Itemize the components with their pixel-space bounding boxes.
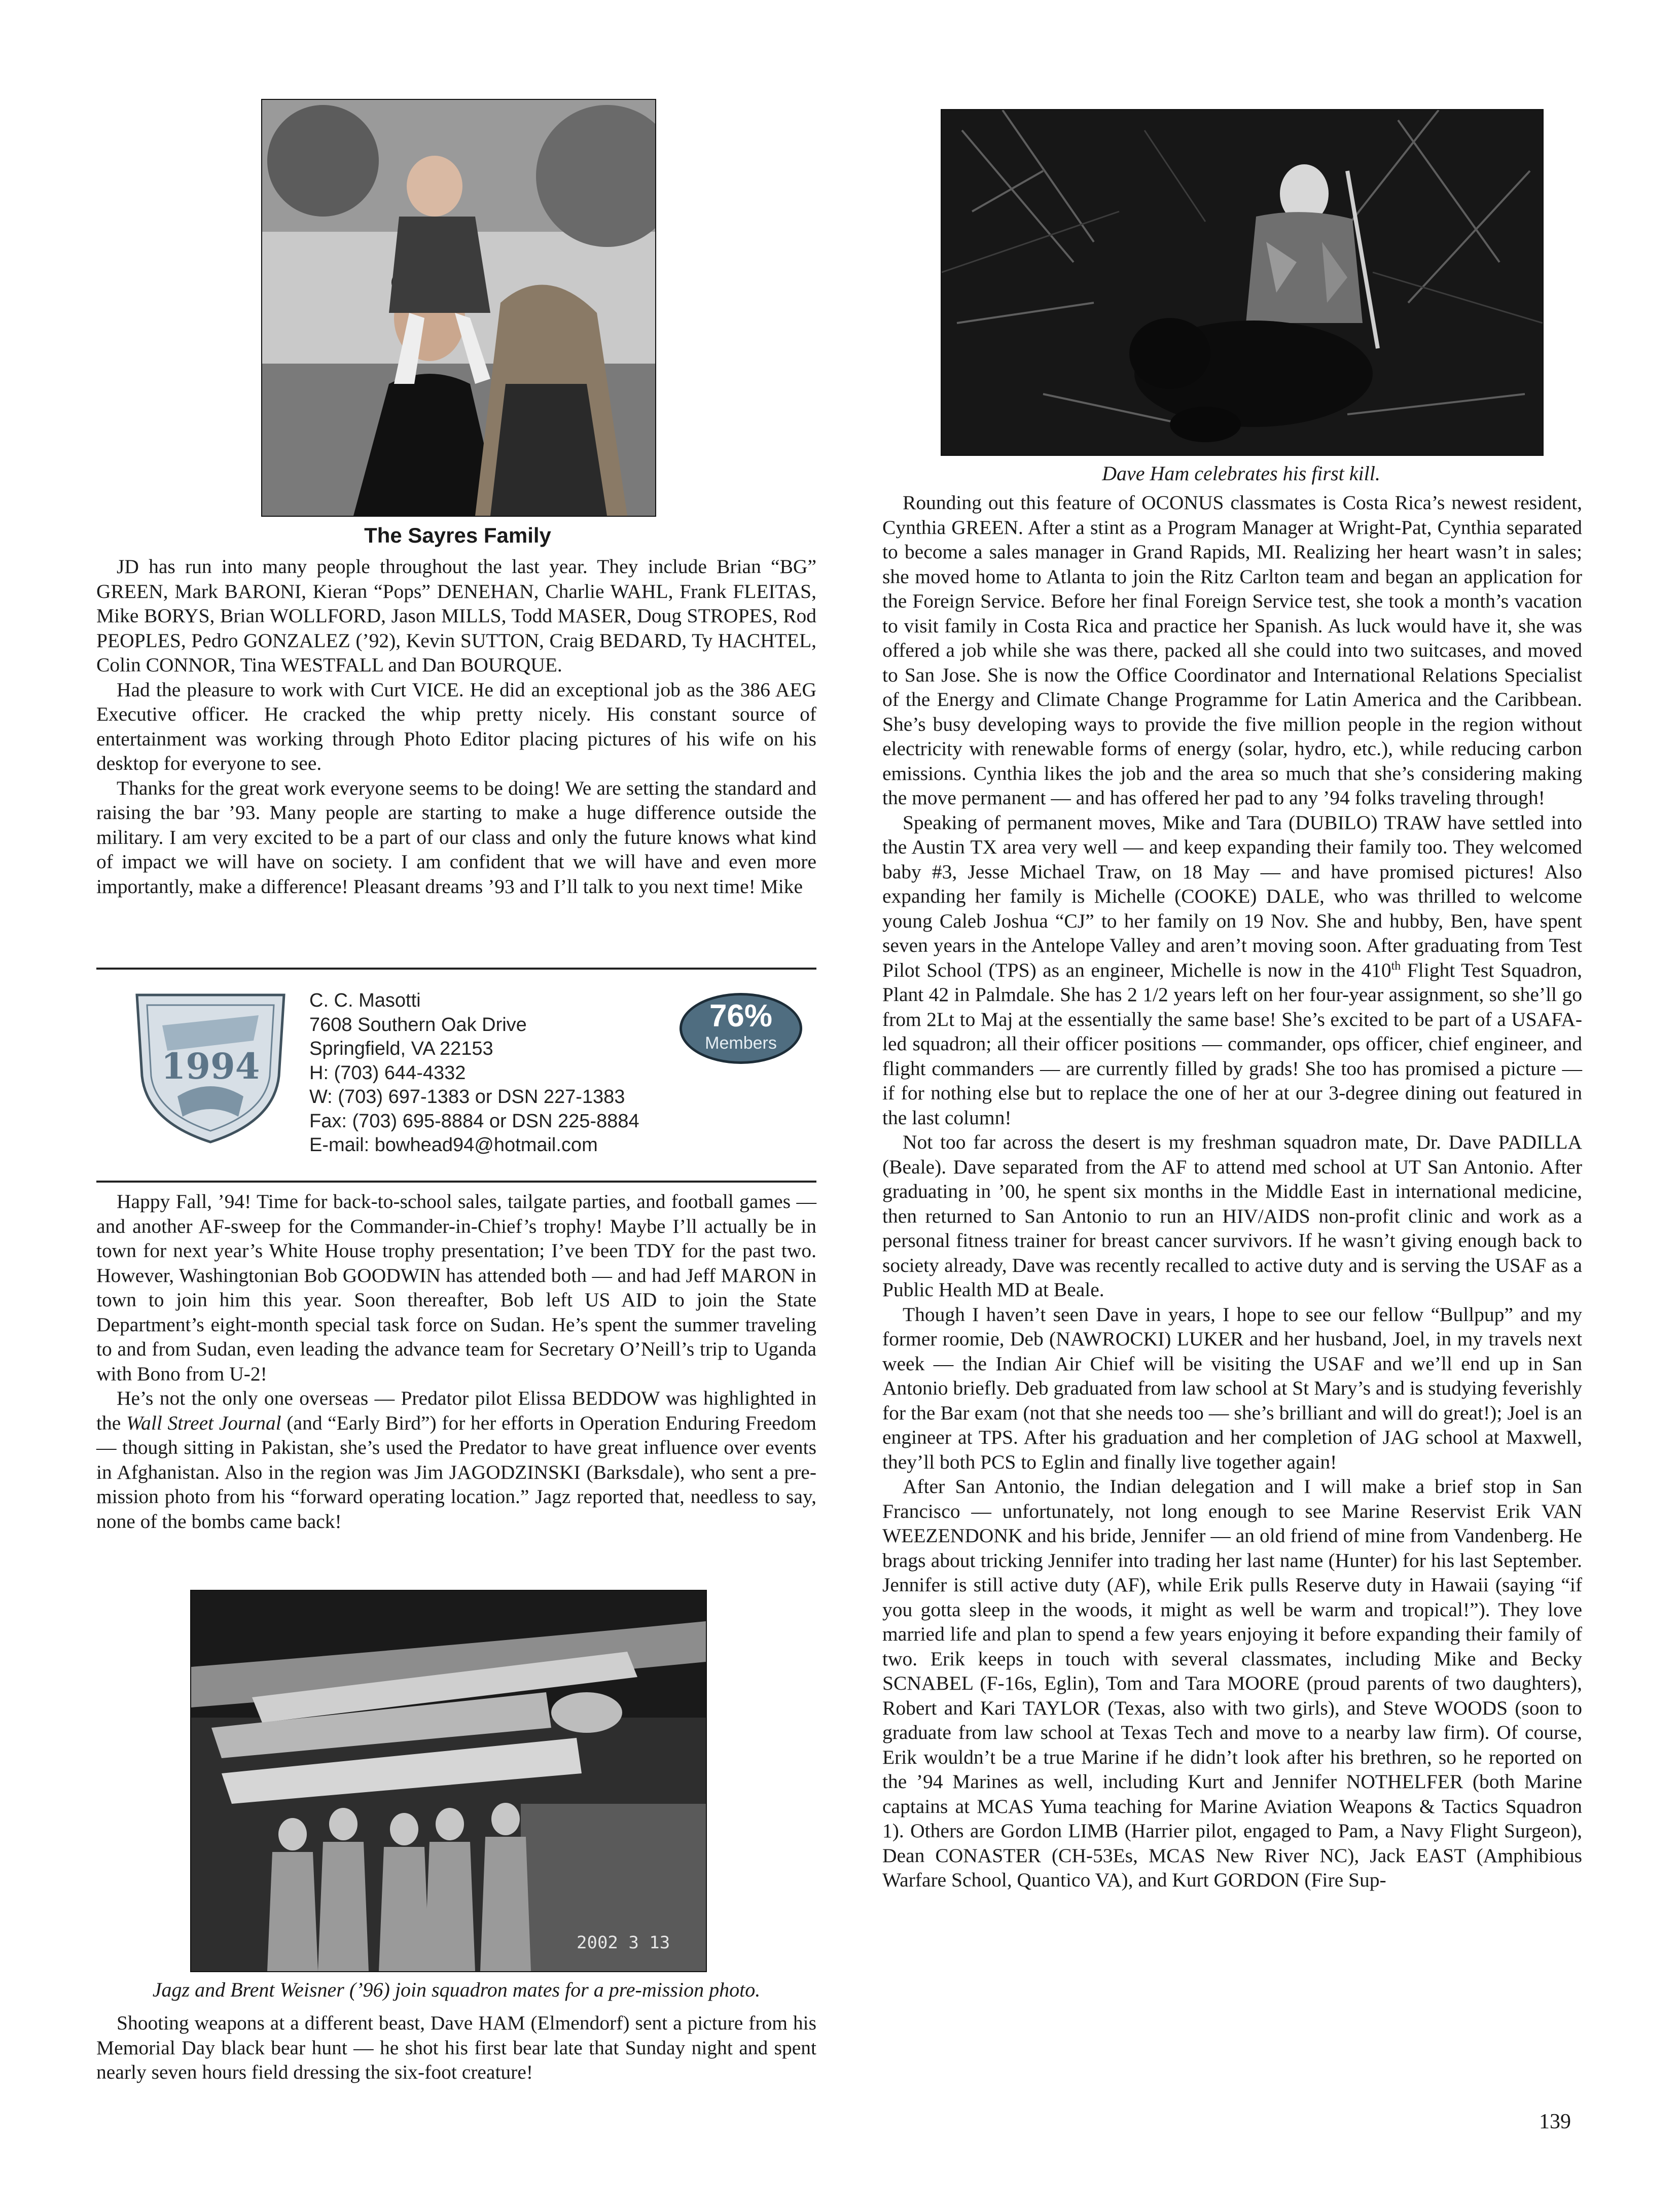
contact-street: 7608 Southern Oak Drive: [309, 1014, 527, 1036]
photo-caption-bear: Dave Ham celebrates his first kill.: [1102, 462, 1380, 485]
contact-email[interactable]: E-mail: bowhead94@hotmail.com: [309, 1134, 598, 1156]
photo-caption-sayres: The Sayres Family: [364, 523, 551, 547]
contact-fax: Fax: (703) 695-8884 or DSN 225-8884: [309, 1110, 639, 1132]
left-column-top: [96, 554, 816, 899]
class-contact-box: [96, 968, 816, 1183]
paragraph: After San Antonio, the Indian delegation and I will make a brief stop in San Francisco — unfortunately, not long enough to see Marine Reservist Erik VAN WEEZENDONK and his bride, Jennifer — an old friend of mine from Vandenberg. He brags about tricking Jennifer into trading her last name (Hunter) for his last September. Jennifer is still active duty (AF), while Erik pulls Reserve duty in Hawaii (saying “if you gotta sleep in the woods, it might as well be warm and tropical!”). They love married life and plan to spend a few years enjoying it before expanding their family of two. Erik keeps in touch with several classmates, including Mike and Becky SCNABEL (F-16s, Eglin), Tom and Tara MOORE (proud parents of two daughters), Robert and Kari TAYLOR (Texas, also with two girls), and Steve WOODS (soon to graduate from law school at Texas Tech and move to a nearby law firm). Of course, Erik wouldn’t be a true Marine if he didn’t look after his brethren, so he reported on the ’94 Marines as well, including Kurt and Jennifer NOTHELFER (both Marine captains at MCAS Yuma teaching for Marine Aviation Weapons & Tactics Squadron 1). Others are Gordon LIMB (Harrier pilot, engaged to Pam, a Navy Flight Surgeon), Dean CONASTER (CH-53Es, MCAS New River NC), Jack EAST (Amphibious Warfare School, Quantico VA), and Kurt GORDON (Fire Sup-: [882, 1475, 1582, 1891]
paragraph: Though I haven’t seen Dave in years, I hope to see our fellow “Bullpup” and my former roomie, Deb (NAWROCKI) LUKER and her husband, Joel, in my travels next week — the Indian Air Chief will be visiting the USAF and we’ll end up in San Antonio briefly. Deb graduated from law school at St Mary’s and is studying feverishly for the Bar exam (not that she needs too — she’s brilliant and will do great!); Joel is an engineer at TPS. After his graduation and her completion of JAG school at Maxwell, they’ll both PCS to Eglin and finally live together again!: [882, 1303, 1582, 1473]
paragraph: Speaking of permanent moves, Mike and Tara (DUBILO) TRAW have settled into the Austin TX area very well — and keep expanding their family too. They welcomed baby #3, Jesse Michael Traw, on 18 May — and have promised pictures! Also expanding her family is Michelle (COOKE) DALE, who was thrilled to welcome young Caleb Joshua “CJ” to her family on 19 Nov. She and hubby, Ben, have spent seven years in the Antelope Valley and aren’t moving soon. After graduating from Test Pilot School (TPS) as an engineer, Michelle is now in the 410th Flight Test Squadron, Plant 42 in Palmdale. She has 2 1/2 years left on her four-year assignment, so she’ll go from 2Lt to Maj at the essentially the same base! She’s excited to be part of a USAFA-led squadron; all their officer positions — commander, ops officer, chief engineer, and flight commanders — are currently filled by grads! She too has promised a picture — if for nothing else but to replace the one of her at our 3-degree dining out featured in the last column!: [882, 811, 1582, 1129]
left-column-bottom: [96, 2011, 816, 2085]
squadron-image: [191, 1591, 706, 1971]
pre-mission-photo: [190, 1590, 707, 1972]
paragraph: Thanks for the great work everyone seems to be doing! We are setting the standard and raising the bar ’93. Many people are starting to make a huge difference outside the military. I am very excited to be a part of our class and only the future knows what kind of impact we will have on society. I am confident that we will have and even more importantly, make a difference! Pleasant dreams ’93 and I’ll talk to you next time! Mike: [96, 776, 816, 898]
photo-caption-squadron: Jagz and Brent Weisner (’96) join squadron mates for a pre-mission photo.: [152, 1978, 761, 2001]
paragraph: Rounding out this feature of OCONUS classmates is Costa Rica’s newest resident, Cynthia GREEN. After a stint as a Program Manager at Wright-Pat, Cynthia separated to become a sales manager in Grand Rapids, MI. Realizing her heart wasn’t in sales; she moved home to Atlanta to join the Ritz Carlton team and began an application for the Foreign Service. Before her final Foreign Service test, she took a month’s vacation to visit family in Costa Rica and practice her Spanish. As luck would have it, she was offered a job while she was there, packed all she could into two suitcases, and moved to San Jose. She is now the Office Coordinator and International Relations Specialist of the Energy and Climate Change Programme for Latin America and the Caribbean. She’s busy developing ways to provide the five million people in the region without electricity with renewable forms of energy (solar, hydro, etc.), while reducing carbon emissions. Cynthia likes the job and the area so much that she’s considering making the move permanent — and has offered her pad to any ’94 folks traveling through!: [882, 491, 1582, 809]
sayres-family-photo: [261, 99, 656, 517]
membership-label: Members: [705, 1033, 777, 1053]
crest-year: 1994: [161, 1045, 260, 1087]
paragraph: Shooting weapons at a different beast, Dave HAM (Elmendorf) sent a picture from his Memorial Day black bear hunt — he shot his first bear late that Sunday night and spent nearly seven hours field dressing the six-foot creature!: [96, 2012, 816, 2083]
paragraph: Happy Fall, ’94! Time for back-to-school sales, tailgate parties, and football games — and another AF-sweep for the Commander-in-Chief’s trophy! Maybe I’ll actually be in town for next year’s White House trophy presentation; I’ve been TDY for the past two. However, Washingtonian Bob GOODWIN has attended both — and had Jeff MARON in town to join him this year. Soon thereafter, Bob left US AID to join the State Department’s eight-month special task force on Sudan. He’s spent the summer traveling to and from Sudan, even leading the advance team for Secretary O’Neill’s trip to Uganda with Bono from U-2!: [96, 1190, 816, 1385]
membership-badge: [680, 993, 802, 1064]
class-crest-icon: [127, 980, 294, 1147]
paragraph: Had the pleasure to work with Curt VICE. He did an exceptional job as the 386 AEG Executive officer. He cracked the whip pretty nicely. His constant source of entertainment was working through Photo Editor placing pictures of his wife on his desktop for everyone to see.: [96, 678, 816, 774]
photo-date-stamp: 2002 3 13: [577, 1933, 670, 1953]
left-column-middle: [96, 1189, 816, 1534]
publication-title: Wall Street Journal: [126, 1411, 281, 1434]
page-number: 139: [1539, 2110, 1571, 2133]
contact-details: [309, 989, 639, 1158]
paragraph: Not too far across the desert is my freshman squadron mate, Dr. Dave PADILLA (Beale). Dave separated from the AF to attend med school at UT San Antonio. After graduating in ’00, he spent six months in the Middle East in international medicine, then returned to San Antonio to run an HIV/AIDS non-profit clinic and work as a personal fitness trainer for breast cancer survivors. If he wasn’t giving enough back to society already, Dave was recently recalled to active duty and is serving the USAF as a Public Health MD at Beale.: [882, 1131, 1582, 1301]
contact-name: C. C. Masotti: [309, 990, 421, 1011]
right-column: [882, 490, 1582, 1893]
paragraph: He’s not the only one overseas — Predator pilot Elissa BEDDOW was highlighted in the Wall Street Journal (and “Early Bird”) for her efforts in Operation Enduring Freedom — though sitting in Pakistan, she’s used the Predator to have great influence over events in Afghanistan. Also in the region was Jim JAGODZINSKI (Barksdale), who sent a pre-mission photo from his “forward operating location.” Jagz reported that, needless to say, none of the bombs came back!: [96, 1387, 817, 1532]
paragraph: JD has run into many people throughout the last year. They include Brian “BG” GREEN, Mark BARONI, Kieran “Pops” DENEHAN, Charlie WAHL, Frank FLEITAS, Mike BORYS, Brian WOLLFORD, Jason MILLS, Todd MASER, Doug STROPES, Rod PEOPLES, Pedro GONZALEZ (’92), Kevin SUTTON, Craig BEDARD, Ty HACHTEL, Colin CONNOR, Tina WESTFALL and Dan BOURQUE.: [96, 555, 816, 676]
bear-hunt-image: [942, 110, 1543, 455]
membership-percent: 76%: [709, 999, 773, 1033]
sayres-family-image: [262, 100, 655, 516]
contact-home-phone: H: (703) 644-4332: [309, 1062, 466, 1084]
contact-work-phone: W: (703) 697-1383 or DSN 227-1383: [309, 1086, 625, 1108]
contact-city: Springfield, VA 22153: [309, 1038, 493, 1059]
bear-hunt-photo: [941, 109, 1544, 456]
